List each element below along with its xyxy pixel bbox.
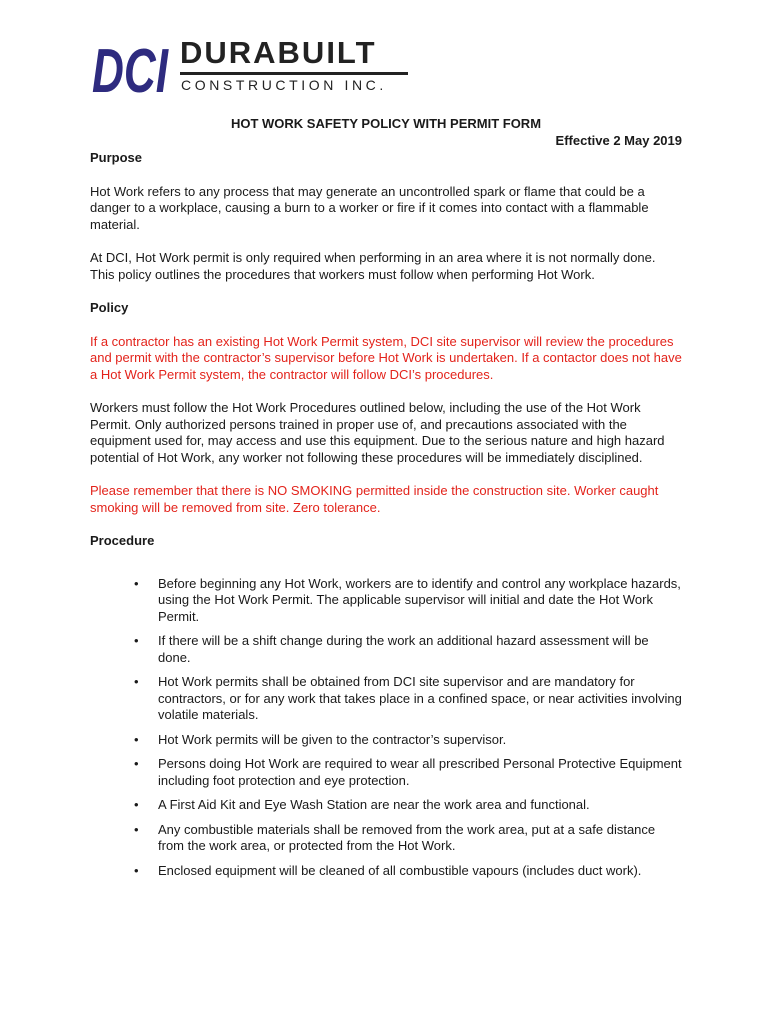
procedure-item-text: Before beginning any Hot Work, workers are to identify and control any workplace hazards, using the Hot Work Permit. The applicable supervisor will initial and date the Hot Work Permit. xyxy=(158,575,681,624)
bullet-icon: • xyxy=(134,756,139,771)
dci-logo-mark-text: DCI xyxy=(92,37,170,106)
list-item xyxy=(90,674,682,724)
procedure-item-text: Any combustible materials shall be removed from the work area, put at a safe distance from the work area, or protected from the Hot Work. xyxy=(158,821,656,853)
procedure-item-text: Hot Work permits shall be obtained from DCI site supervisor and are mandatory for contractors, or for any work that takes place in a confined space, or near activities involving volatile materials. xyxy=(158,674,682,722)
effective-date: Effective 2 May 2019 xyxy=(555,132,682,148)
bullet-icon: • xyxy=(134,797,139,812)
policy-document xyxy=(90,116,682,887)
bullet-icon: • xyxy=(134,821,139,837)
bullet-icon: • xyxy=(134,633,139,648)
bullet-icon: • xyxy=(134,862,139,878)
procedure-item-text: If there will be a shift change during the work an additional hazard assessment will be done. xyxy=(158,633,649,665)
list-item xyxy=(90,633,682,666)
logo-company-name: DURABUILT xyxy=(180,35,377,70)
bullet-icon: • xyxy=(134,674,139,689)
policy-contractor-notice: If a contractor has an existing Hot Work Permit system, DCI site supervisor will review the procedures and permit with the contractor’s supervisor before Hot Work is undertaken. If a contactor does not have a Hot Work Permit system, the contractor will follow DCI’s procedures. xyxy=(90,333,682,382)
list-item xyxy=(90,822,682,855)
company-logo xyxy=(90,34,420,106)
procedure-item-text: A First Aid Kit and Eye Wash Station are near the work area and functional. xyxy=(158,797,590,812)
procedure-item-text: Persons doing Hot Work are required to wear all prescribed Personal Protective Equipment including foot protection and eye protection. xyxy=(158,756,682,788)
logo-company-subtitle: CONSTRUCTION INC. xyxy=(181,77,387,93)
logo-divider xyxy=(180,72,408,75)
list-item xyxy=(90,732,682,749)
no-smoking-notice: Please remember that there is NO SMOKING permitted inside the construction site. Worker caught smoking will be removed from site. Zero tolerance. xyxy=(90,483,659,515)
list-item xyxy=(90,863,682,880)
policy-heading: Policy xyxy=(90,300,129,315)
bullet-icon: • xyxy=(134,731,139,747)
procedure-item-text: Hot Work permits will be given to the contractor’s supervisor. xyxy=(158,731,507,747)
bullet-icon: • xyxy=(134,575,139,591)
purpose-heading: Purpose xyxy=(90,150,143,165)
list-item xyxy=(90,797,682,814)
list-item xyxy=(90,576,682,626)
document-title: HOT WORK SAFETY POLICY WITH PERMIT FORM xyxy=(230,116,542,131)
procedure-item-text: Enclosed equipment will be cleaned of all combustible vapours (includes duct work). xyxy=(158,862,642,878)
purpose-paragraph-2: At DCI, Hot Work permit is only required when performing in an area where it is not normally done. This policy outlines the procedures that workers must follow when performing Hot Work. xyxy=(90,250,656,282)
dci-logo-mark xyxy=(90,34,170,106)
procedure-list xyxy=(90,576,682,880)
purpose-paragraph-1: Hot Work refers to any process that may generate an uncontrolled spark or flame that could be a danger to a workplace, causing a burn to a worker or fire if it comes into contact with a flammable material. xyxy=(90,183,649,232)
procedure-heading: Procedure xyxy=(90,533,155,548)
policy-paragraph: Workers must follow the Hot Work Procedures outlined below, including the use of the Hot Work Permit. Only authorized persons trained in proper use of, and precautions associated with the equipment used for, may access and use this equipment. Due to the serious nature and high hazard potential of Hot Work, any worker not following these procedures will be immediately disciplined. xyxy=(90,400,665,465)
list-item xyxy=(90,756,682,789)
